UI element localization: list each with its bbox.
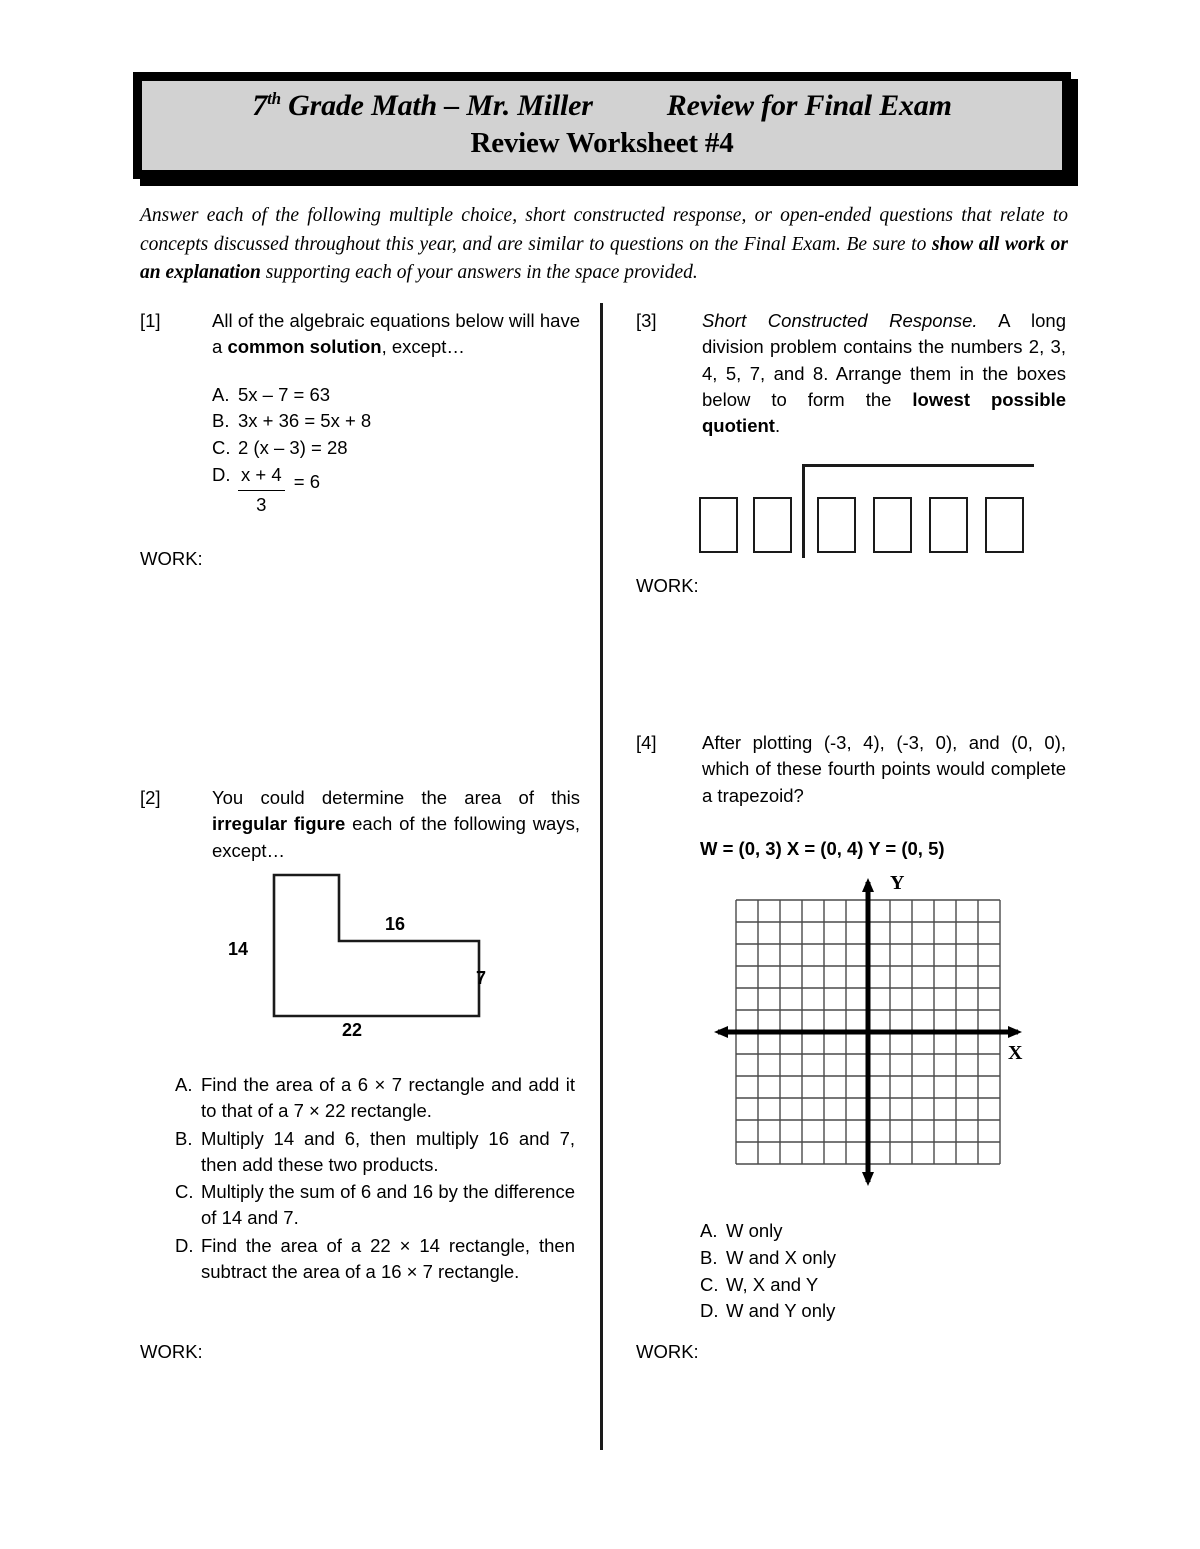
choice-item[interactable]	[212, 435, 580, 462]
question-4-prompt: After plotting (-3, 4), (-3, 0), and (0, 0), which of these fourth points would complete a trapezoid?	[702, 732, 1066, 806]
coordinate-grid	[712, 872, 1024, 1188]
dividend-box[interactable]	[985, 497, 1024, 553]
choice-text: W only	[726, 1220, 783, 1241]
fraction-denominator: 3	[256, 493, 267, 515]
l-shape-polygon	[272, 873, 482, 1018]
question-4-number: [4]	[636, 732, 657, 753]
choice-letter: A.	[175, 1074, 193, 1095]
choice-text: 3x + 36 = 5x + 8	[238, 410, 372, 432]
choice-item[interactable]	[700, 1298, 1030, 1325]
question-3-prompt	[702, 308, 1066, 439]
question-1-choices	[212, 382, 580, 519]
question-2-prompt-part2: each of the following ways, except…	[212, 813, 580, 861]
irregular-figure	[220, 868, 520, 1043]
choice-item[interactable]	[700, 1272, 1030, 1299]
choice-text: Multiply 14 and 6, then multiply 16 and 7, then add these two products.	[201, 1127, 575, 1175]
question-1-prompt	[212, 308, 580, 361]
header-subject: Review for Final Exam	[666, 89, 952, 122]
instructions-paragraph	[140, 202, 1068, 288]
choice-item[interactable]	[212, 382, 580, 409]
dividend-box[interactable]	[929, 497, 968, 553]
fraction-numerator: x + 4	[238, 462, 285, 491]
choice-letter: C.	[175, 1181, 194, 1203]
divisor-box[interactable]	[753, 497, 792, 553]
choice-letter: C.	[212, 437, 231, 459]
question-2-number: [2]	[140, 787, 161, 808]
question-3-number: [3]	[636, 310, 657, 331]
question-2	[140, 785, 580, 864]
division-bracket-overbar	[802, 464, 1034, 467]
choice-letter: B.	[700, 1246, 718, 1268]
fraction-equals: = 6	[293, 471, 320, 493]
question-4-choices	[700, 1218, 1030, 1325]
choice-item[interactable]	[175, 1126, 575, 1179]
question-4-work-label: WORK:	[636, 1341, 699, 1362]
choice-item[interactable]	[700, 1218, 1030, 1245]
question-2-work-label: WORK:	[140, 1341, 203, 1362]
choice-text: Multiply the sum of 6 and 16 by the difference of 14 and 7.	[201, 1181, 575, 1229]
question-3	[636, 308, 1066, 439]
question-3-prompt-label: Short Constructed Response.	[702, 310, 978, 331]
question-1-work-label: WORK:	[140, 548, 203, 569]
division-bracket-vertical	[802, 464, 805, 558]
question-4-point-definitions: W = (0, 3) X = (0, 4) Y = (0, 5)	[700, 838, 945, 859]
question-2-prompt-part1: You could determine the area of this	[212, 787, 580, 808]
choice-item[interactable]	[175, 1072, 575, 1125]
question-1-prompt-part2: , except…	[381, 336, 465, 358]
question-1-prompt-emphasis: common solution	[227, 336, 382, 358]
column-divider	[600, 303, 603, 1450]
header-banner	[133, 72, 1071, 179]
choice-text	[238, 462, 580, 519]
figure-dimension-left: 14	[228, 939, 249, 959]
question-1-number: [1]	[140, 310, 161, 331]
long-division-diagram	[695, 458, 1040, 558]
choice-letter: B.	[212, 410, 230, 432]
header-title-row	[142, 89, 1062, 123]
worksheet-title: Review Worksheet #4	[470, 127, 734, 159]
choice-item[interactable]	[700, 1245, 1030, 1272]
divisor-box[interactable]	[699, 497, 738, 553]
instructions-text-part2: supporting each of your answers in the space provided.	[260, 262, 698, 284]
question-1	[140, 308, 580, 519]
choice-text: Find the area of a 22 × 14 rectangle, then subtract the area of a 16 × 7 rectangle.	[201, 1234, 575, 1282]
choice-item[interactable]	[212, 408, 580, 435]
choice-item-fraction[interactable]	[212, 462, 580, 519]
question-2-choices	[175, 1072, 575, 1285]
choice-letter: A.	[212, 383, 230, 405]
choice-letter: A.	[700, 1220, 718, 1241]
choice-letter: D.	[212, 463, 231, 485]
ordinal-suffix: th	[267, 89, 281, 108]
choice-letter: D.	[175, 1234, 194, 1256]
question-3-work-label: WORK:	[636, 575, 699, 596]
question-3-prompt-part2: .	[774, 415, 781, 437]
y-axis-label: Y	[890, 872, 905, 894]
question-3-prompt-part1: A long division problem contains the numbers 2, 3, 4, 5, 7, and 8. Arrange them in the boxes below to form the	[702, 310, 1066, 410]
choice-letter: B.	[175, 1127, 193, 1149]
question-3-prompt-emphasis: lowest possible quotient	[702, 388, 1067, 437]
choice-item[interactable]	[175, 1179, 575, 1232]
dividend-box[interactable]	[817, 497, 856, 553]
instructions-emphasis: show all work or an explanation	[140, 233, 1068, 284]
choice-letter: C.	[700, 1273, 719, 1295]
question-2-prompt	[212, 785, 580, 864]
question-4	[636, 730, 1066, 809]
axes	[714, 878, 1022, 1186]
figure-dimension-inner-top: 16	[385, 914, 406, 934]
choice-letter: D.	[700, 1300, 719, 1322]
instructions-text-part1: Answer each of the following multiple choice, short constructed response, or open-ended questions that relate to concepts discussed throughout this year, and are similar to questions on the Final Exam. Be sure to	[140, 205, 1068, 255]
course-title: 7th Grade Math – Mr. Miller	[252, 89, 593, 122]
choice-text: 2 (x – 3) = 28	[238, 437, 348, 459]
fraction	[238, 462, 285, 519]
question-2-prompt-emphasis: irregular figure	[212, 813, 346, 835]
question-1-prompt-part1: All of the algebraic equations below will have a	[212, 310, 580, 358]
choice-text: Find the area of a 6 × 7 rectangle and add it to that of a 7 × 22 rectangle.	[201, 1074, 575, 1122]
choice-item[interactable]	[175, 1233, 575, 1286]
choice-text: W, X and Y	[726, 1273, 819, 1295]
dividend-box[interactable]	[873, 497, 912, 553]
choice-text: W and Y only	[726, 1300, 836, 1322]
choice-text: 5x – 7 = 63	[238, 383, 331, 405]
choice-text: W and X only	[726, 1246, 837, 1268]
figure-dimension-bottom: 22	[342, 1020, 363, 1040]
figure-dimension-right: 7	[476, 968, 487, 988]
coordinate-grid-svg	[712, 876, 1024, 1188]
x-axis-label: X	[1008, 1042, 1023, 1064]
